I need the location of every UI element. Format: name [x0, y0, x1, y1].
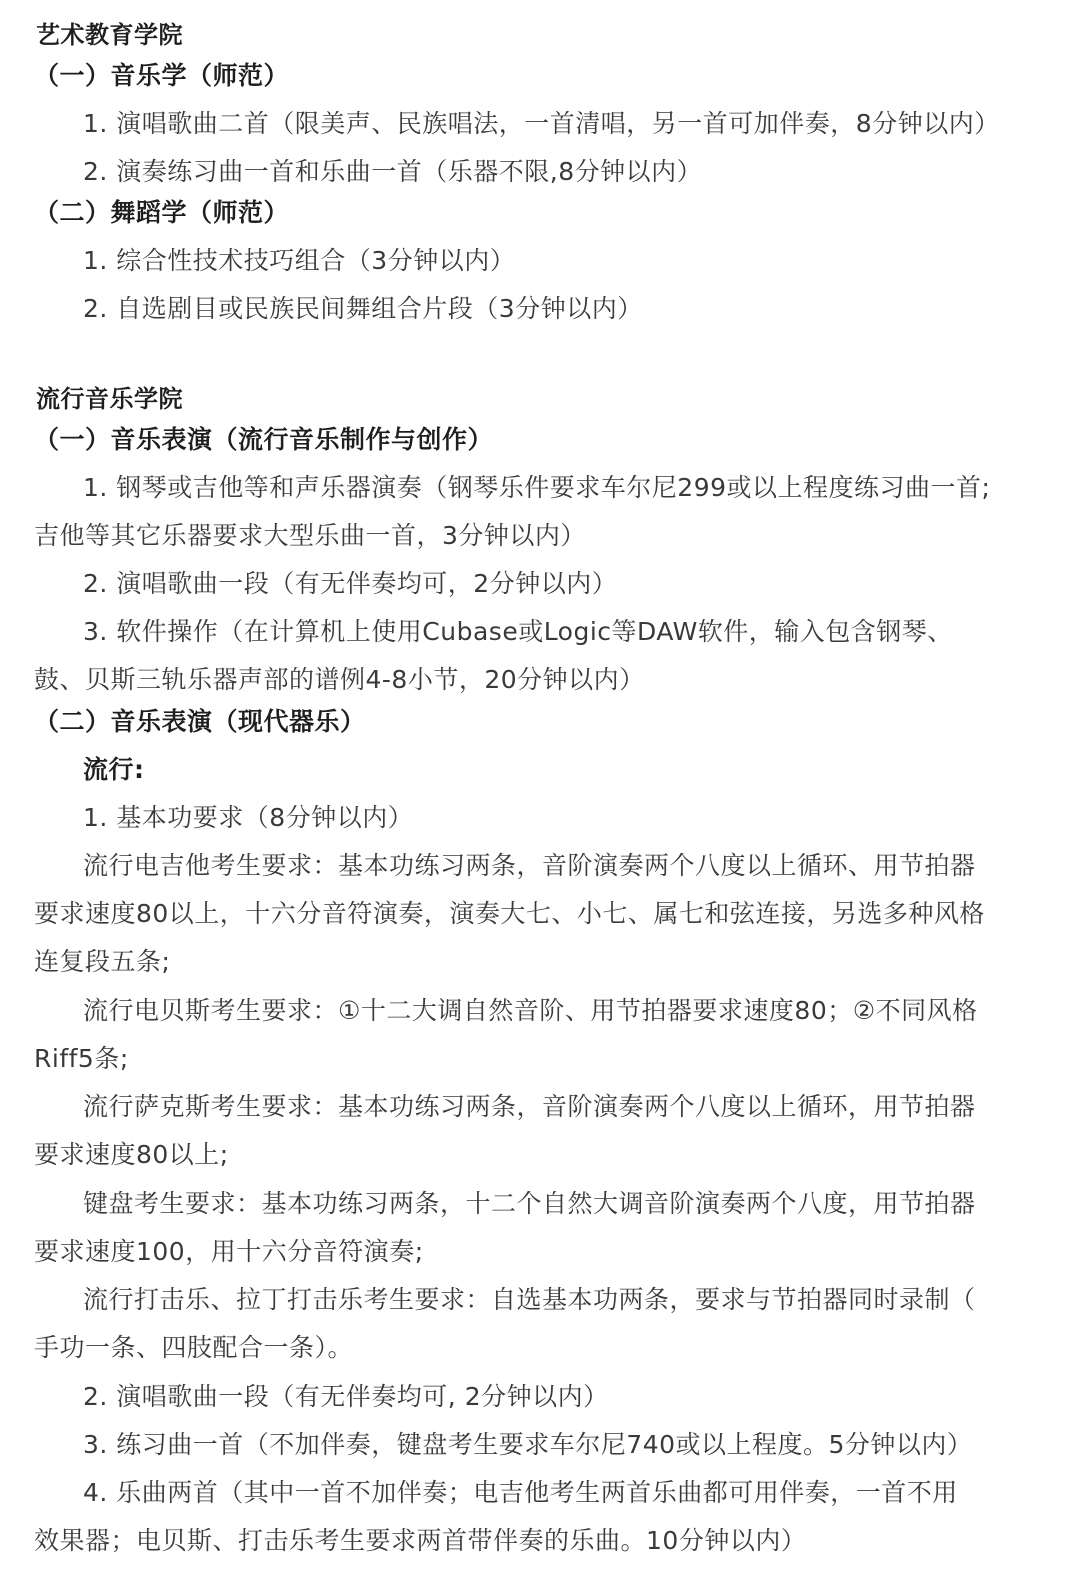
requirement-paragraph: 流行萨克斯考生要求：基本功练习两条，音阶演奏两个八度以上循环，用节拍器: [83, 1092, 976, 1121]
subsection-heading: （一）音乐表演（流行音乐制作与创作）: [34, 425, 494, 454]
list-item-continuation: 效果器；电贝斯、打击乐考生要求两首带伴奏的乐曲。10分钟以内）: [34, 1526, 807, 1555]
requirement-continuation: 要求速度80以上;: [34, 1140, 229, 1169]
list-item: 4. 乐曲两首（其中一首不加伴奏；电吉他考生两首乐曲都可用伴奏，一首不用: [83, 1478, 958, 1507]
requirement-paragraph: 流行电吉他考生要求：基本功练习两条，音阶演奏两个八度以上循环、用节拍器: [83, 851, 976, 880]
list-item: 1. 基本功要求（8分钟以内）: [83, 803, 414, 832]
list-item: 1. 钢琴或吉他等和声乐器演奏（钢琴乐件要求车尔尼299或以上程度练习曲一首;: [83, 473, 991, 502]
list-item: 1. 演唱歌曲二首（限美声、民族唱法，一首清唱，另一首可加伴奏，8分钟以内）: [83, 109, 1000, 138]
requirement-continuation: 要求速度80以上，十六分音符演奏，演奏大七、小七、属七和弦连接，另选多种风格: [34, 899, 985, 928]
list-item-continuation: 鼓、贝斯三轨乐器声部的谱例4-8小节，20分钟以内）: [34, 665, 645, 694]
requirement-continuation: 手功一条、四肢配合一条）。: [34, 1333, 354, 1362]
subsection-heading: （二）舞蹈学（师范）: [34, 198, 290, 227]
requirement-continuation: 要求速度100，用十六分音符演奏;: [34, 1237, 424, 1266]
list-item: 2. 演奏练习曲一首和乐曲一首（乐器不限,8分钟以内）: [83, 157, 703, 186]
list-item: 2. 演唱歌曲一段（有无伴奏均可，2分钟以内）: [83, 569, 618, 598]
subsection-heading: （一）音乐学（师范）: [34, 61, 290, 90]
list-item: 3. 练习曲一首（不加伴奏，键盘考生要求车尔尼740或以上程度。5分钟以内）: [83, 1430, 973, 1459]
section-title: 流行音乐学院: [36, 385, 183, 413]
list-item: 2. 演唱歌曲一段（有无伴奏均可, 2分钟以内）: [83, 1382, 609, 1411]
requirement-paragraph: 流行电贝斯考生要求：①十二大调自然音阶、用节拍器要求速度80；②不同风格: [83, 996, 978, 1025]
list-item: 3. 软件操作（在计算机上使用Cubase或Logic等DAW软件，输入包含钢琴、: [83, 617, 953, 646]
requirement-paragraph: 键盘考生要求：基本功练习两条，十二个自然大调音阶演奏两个八度，用节拍器: [83, 1189, 976, 1218]
requirement-paragraph: 流行打击乐、拉丁打击乐考生要求：自选基本功两条，要求与节拍器同时录制（: [83, 1285, 976, 1314]
section-title: 艺术教育学院: [36, 21, 183, 49]
list-item: 2. 自选剧目或民族民间舞组合片段（3分钟以内）: [83, 294, 643, 323]
requirement-continuation: Riff5条;: [34, 1044, 129, 1073]
subsection-heading: （二）音乐表演（现代器乐）: [34, 707, 366, 736]
sub-label: 流行:: [83, 755, 145, 784]
requirement-continuation: 连复段五条;: [34, 947, 171, 976]
list-item-continuation: 吉他等其它乐器要求大型乐曲一首，3分钟以内）: [34, 521, 586, 550]
list-item: 1. 综合性技术技巧组合（3分钟以内）: [83, 246, 516, 275]
